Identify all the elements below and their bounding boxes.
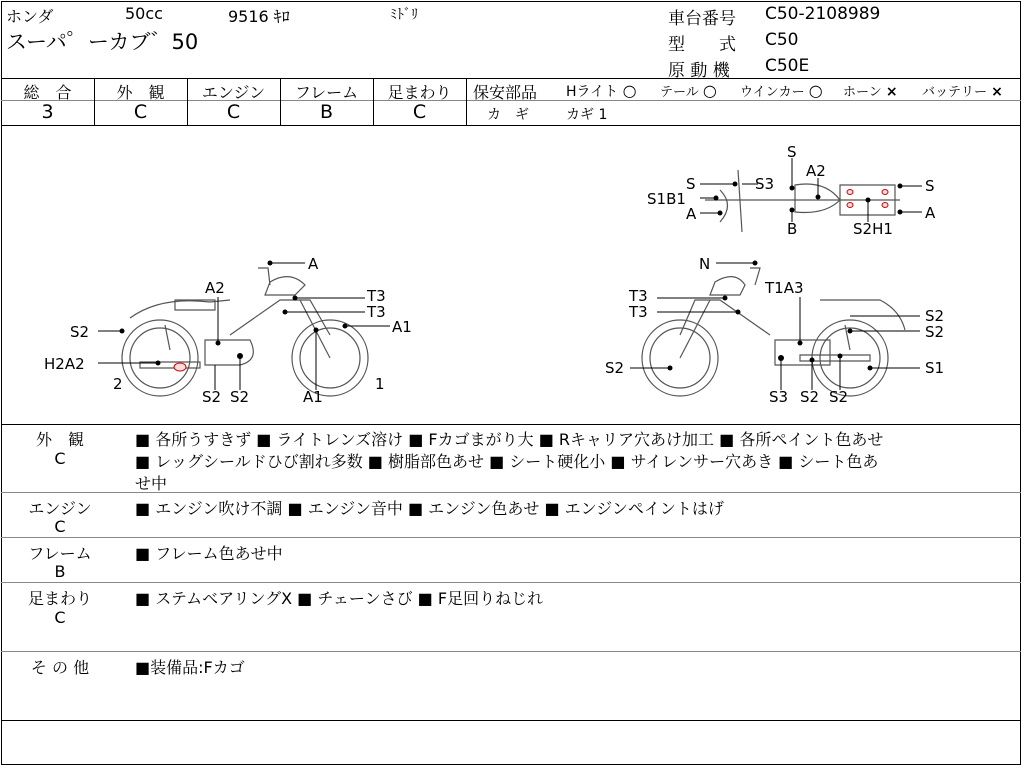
- label-right-T3-b: T3: [629, 303, 648, 321]
- tail-mark: ○: [702, 81, 717, 100]
- score-header-engine: エンジン: [201, 83, 266, 102]
- detail-exterior-line-1: ■ 各所うすきず ■ ライトレンズ溶け ■ Fカゴまがり大 ■ Rキャリア穴あけ加工 ■ 各所ペイント色あせ: [135, 430, 884, 449]
- left-side-bike: [122, 268, 368, 396]
- safety-item-horn: ホーン ×: [843, 84, 898, 100]
- details-rule-4: [1, 651, 1021, 652]
- score-suspension: C: [412, 101, 427, 123]
- detail-label-frame: フレーム: [28, 544, 92, 563]
- score-total: 3: [41, 101, 54, 123]
- color: ﾐﾄﾞﾘ: [390, 7, 418, 23]
- safety-item-battery: バッテリー ×: [922, 84, 1003, 100]
- bike-damage-diagram: [0, 126, 1024, 424]
- detail-exterior-line-2: ■ レッグシールドひび割れ多数 ■ 樹脂部色あせ ■ シート硬化小 ■ サイレンサー穴あき ■ シート色あ: [135, 452, 879, 471]
- details-top-rule: [1, 424, 1021, 425]
- label-right-S3: S3: [769, 388, 789, 406]
- score-frame: B: [319, 101, 334, 123]
- safety-item-headlight: Hライト ○: [566, 81, 637, 100]
- label-right-T1A3: T1A3: [765, 279, 804, 297]
- label-left-S2: S2: [70, 323, 90, 341]
- key-value: カギ 1: [566, 107, 608, 123]
- label-top-S3: S3: [755, 175, 775, 193]
- label-left-2: 2: [113, 375, 123, 393]
- label-top-A-left: A: [686, 205, 697, 223]
- detail-suspension-line-1: ■ ステムベアリングX ■ チェーンさび ■ F足回りねじれ: [135, 589, 544, 608]
- label-right-T3-a: T3: [629, 287, 648, 305]
- label-left-A: A: [308, 255, 319, 273]
- label-top-A-right: A: [925, 204, 936, 222]
- label-left-A2: A2: [205, 279, 225, 297]
- details-rule-2: [1, 537, 1021, 538]
- label-left-T3-b: T3: [367, 303, 386, 321]
- label-top-B: B: [787, 220, 798, 238]
- label-left-H2A2: H2A2: [44, 355, 85, 373]
- winker-mark: ○: [808, 81, 823, 100]
- detail-frame-line-1: ■ フレーム色あせ中: [135, 544, 283, 563]
- maker: ホンダ: [6, 7, 54, 26]
- score-header-exterior: 外 観: [116, 83, 165, 102]
- label-right-N: N: [699, 255, 711, 273]
- detail-engine-line-1: ■ エンジン吹け不調 ■ エンジン音中 ■ エンジン色あせ ■ エンジンペイントはげ: [135, 499, 724, 518]
- score-col-div-5: [466, 78, 467, 125]
- type-value: C50: [765, 30, 799, 50]
- score-header-suspension: 足まわり: [387, 83, 452, 102]
- label-right-S2-b: S2: [925, 323, 945, 341]
- type-label: 型 式: [668, 35, 736, 55]
- score-header-frame: フレーム: [294, 83, 359, 102]
- detail-exterior-line-3: せ中: [135, 474, 168, 493]
- key-label: カ ギ: [487, 107, 529, 123]
- label-left-S2-a: S2: [202, 388, 222, 406]
- mileage: 9516 ｷﾛ: [228, 7, 290, 26]
- marker-dots: [120, 182, 903, 371]
- frame-no-label: 車台番号: [668, 9, 736, 29]
- headlight-mark: ○: [622, 81, 637, 100]
- safety-mid-rule: [467, 100, 1021, 101]
- frame-no: C50-2108989: [765, 4, 881, 24]
- label-left-A1-bottom: A1: [303, 388, 323, 406]
- label-top-A2: A2: [806, 162, 826, 180]
- details-rule-3: [1, 582, 1021, 583]
- label-top-S-right: S: [925, 177, 935, 195]
- model-name: スーパ゜ーカブ゛50: [6, 30, 199, 54]
- leader-lines: [98, 158, 922, 390]
- safety-item-tail: テール ○: [660, 81, 717, 100]
- detail-grade-engine: C: [54, 517, 66, 536]
- score-top-rule: [1, 78, 1021, 79]
- detail-label-other: そ の 他: [30, 658, 90, 677]
- score-exterior: C: [133, 101, 148, 123]
- detail-other-line-1: ■装備品:Fカゴ: [135, 658, 245, 677]
- left-red-mark: [174, 363, 186, 371]
- details-bottom-rule: [1, 720, 1021, 721]
- label-top-S: S: [787, 143, 797, 161]
- detail-grade-suspension: C: [54, 608, 66, 627]
- detail-label-suspension: 足まわり: [27, 589, 92, 608]
- label-right-S2-c: S2: [800, 388, 820, 406]
- label-top-S2H1: S2H1: [853, 220, 893, 238]
- horn-mark: ×: [885, 84, 898, 100]
- engine-label: 原 動 機: [668, 61, 730, 81]
- label-top-S1B1: S1B1: [647, 190, 686, 208]
- label-right-S2-a: S2: [925, 307, 945, 325]
- score-engine: C: [226, 101, 241, 123]
- engine-value: C50E: [765, 56, 810, 76]
- detail-label-exterior: 外 観: [35, 430, 84, 449]
- label-right-S2-left: S2: [605, 359, 625, 377]
- battery-mark: ×: [991, 84, 1003, 100]
- safety-label: 保安部品: [473, 83, 538, 102]
- safety-item-winker: ウインカー ○: [740, 81, 823, 100]
- score-header-total: 総 合: [23, 83, 72, 102]
- label-left-A1-right: A1: [392, 318, 412, 336]
- label-right-S1: S1: [925, 359, 945, 377]
- label-right-S2-d: S2: [829, 388, 849, 406]
- label-top-S-left: S: [686, 175, 696, 193]
- label-left-T3-a: T3: [367, 287, 386, 305]
- label-left-S2-b: S2: [230, 388, 250, 406]
- detail-label-engine: エンジン: [28, 499, 92, 518]
- displacement: 50cc: [125, 4, 163, 23]
- detail-grade-exterior: C: [54, 449, 66, 468]
- detail-grade-frame: B: [54, 562, 66, 581]
- label-left-1: 1: [375, 375, 385, 393]
